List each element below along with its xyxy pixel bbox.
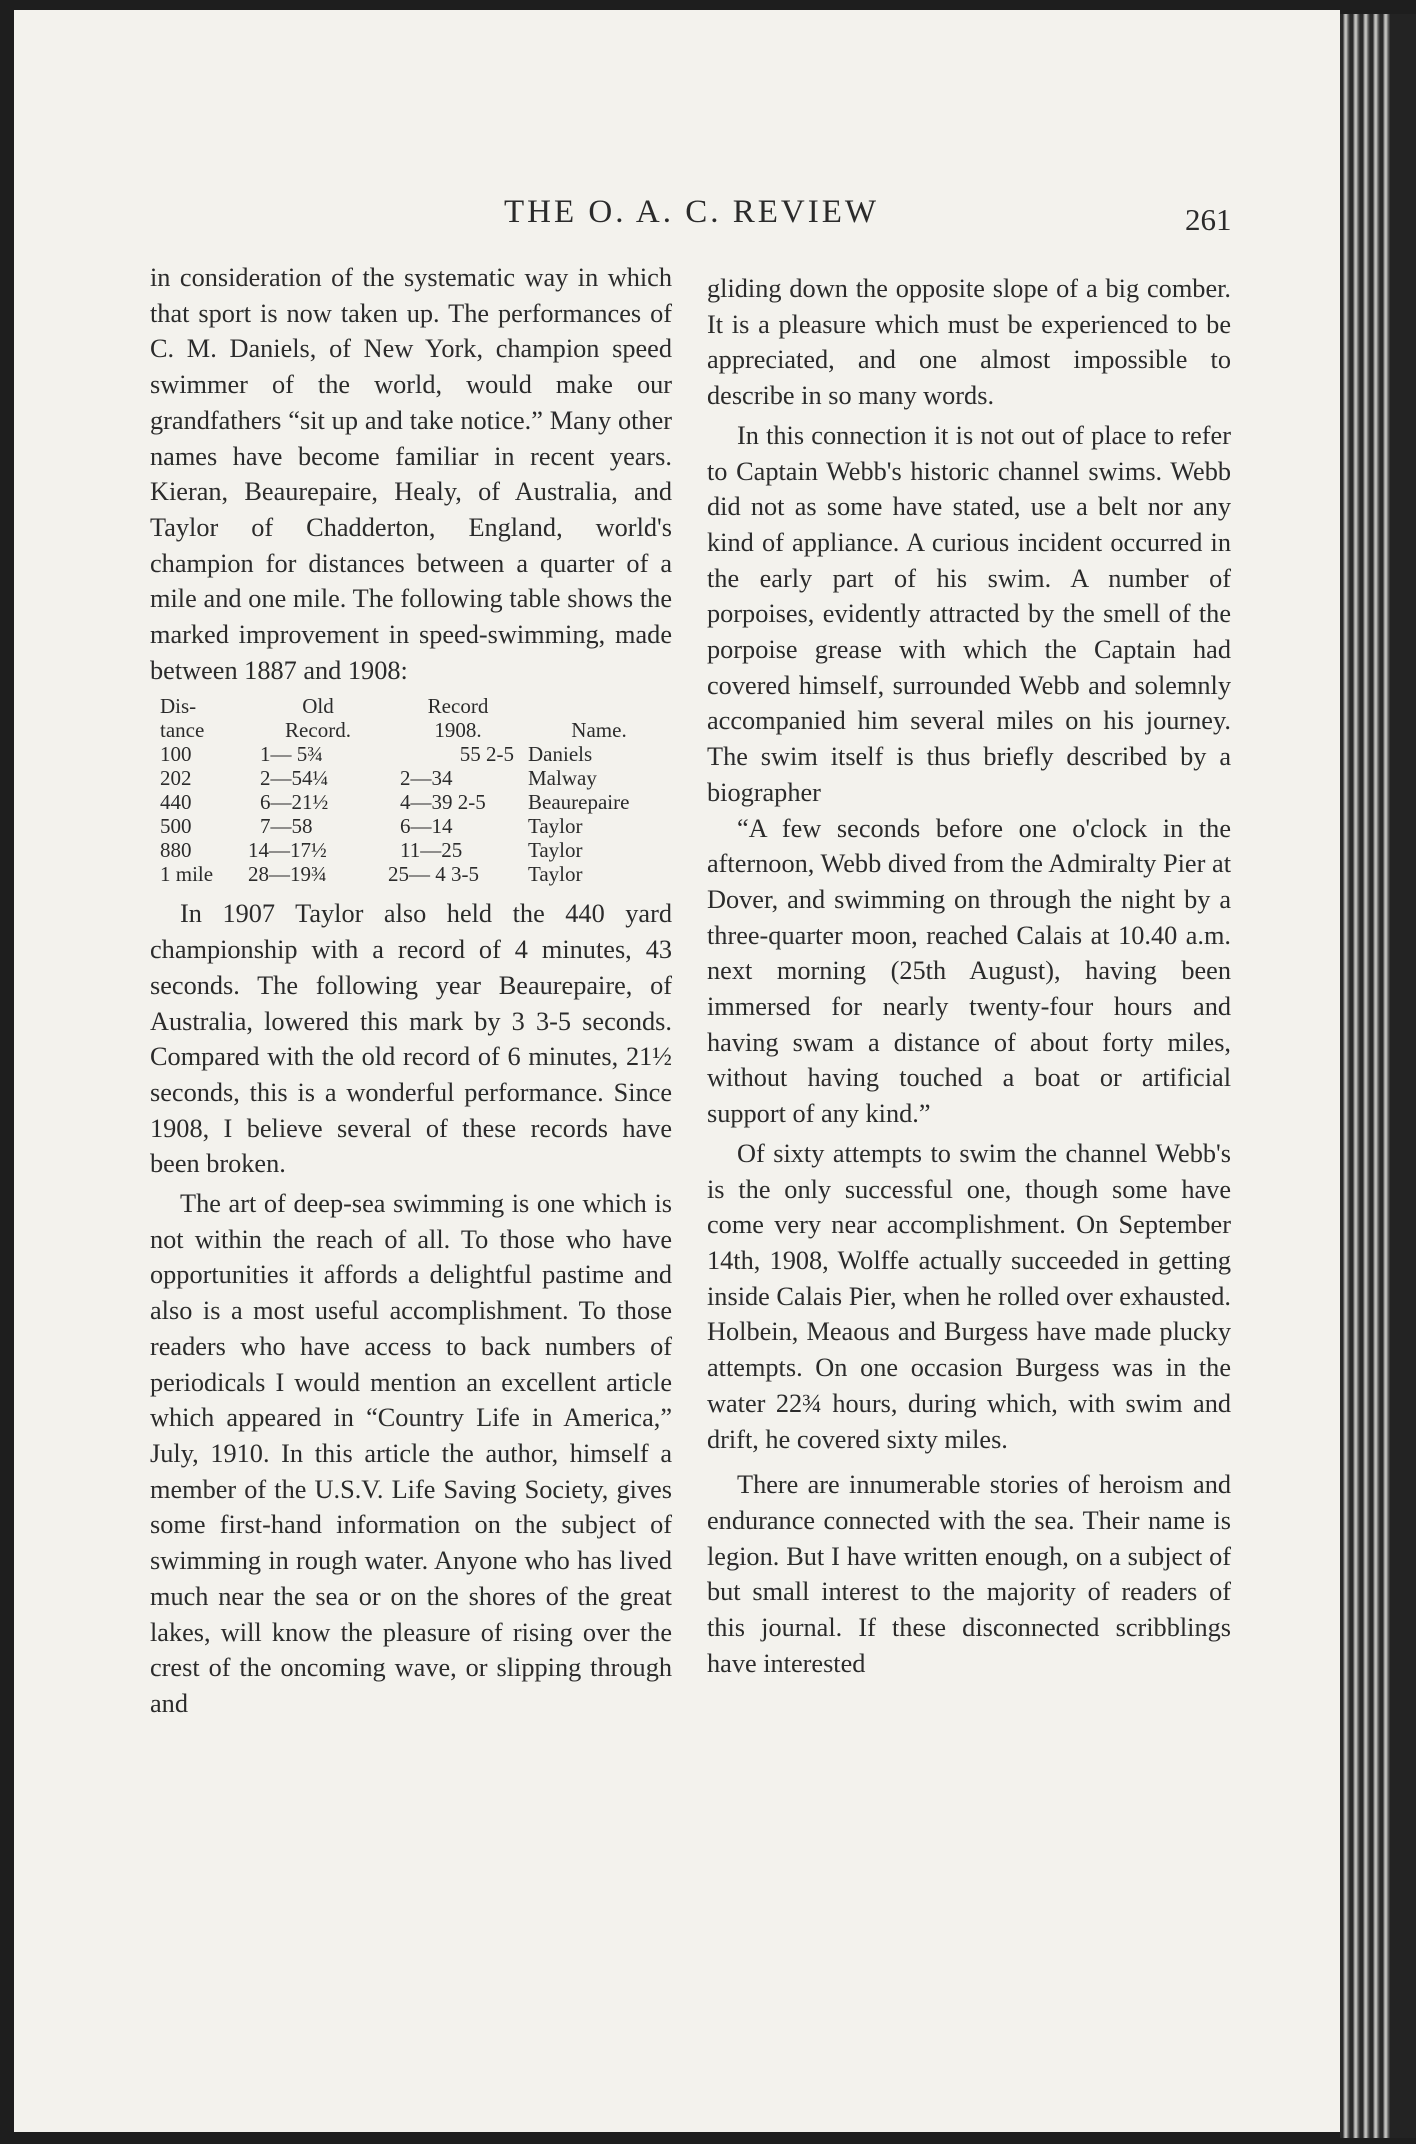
table-row [160,742,670,766]
paragraph: in consideration of the systematic way in which that sport is now taken up. The performances of C. M. Daniels, of New York, champion speed swimmer of the world, would make our grandfathers “sit up and take notice.” Many other names have become familiar in recent years. Kieran, Beaurepaire, Healy, of Australia, and Taylor of Chadderton, England, world's champion for distances between a quarter of a mile and one mile. The following table shows the marked improvement in speed-swimming, made between 1887 and 1908: [150,263,672,685]
table-row [160,814,670,838]
book-spine-shadow [1390,14,1416,2138]
table-cell: Taylor [528,838,583,863]
table-cell: 11—25 [400,838,463,863]
paragraph: Of sixty attempts to swim the channel Webb's is the only successful one, though some have come very near accomplishment. On September 14th, 1908, Wolffe actually succeeded in getting inside Calais Pier, when he rolled over exhausted. Holbein, Meaous and Burgess have made plucky attempts. On one occasion Burgess was in the water 22¾ hours, during which, with swim and drift, he covered sixty miles. [707,1138,1232,1454]
table-cell: Taylor [528,814,583,839]
table-row [160,766,670,790]
table-cell: Taylor [528,862,583,887]
table-cell: 880 [160,838,192,863]
table-cell: 25— 4 3-5 [388,862,479,887]
table-cell: 2—34 [400,766,453,791]
table-cell: 28—19¾ [248,862,327,887]
table-cell: 6—21½ [260,790,329,815]
column-header-old-record: Old Record. [285,694,351,743]
column-header-name: Name. [571,718,627,743]
table-cell: 500 [160,814,192,839]
left-column [150,260,672,1722]
page-number: 261 [1185,202,1232,237]
paragraph: “A few seconds before one o'clock in the afternoon, Webb dived from the Admiralty Pier at Dover, and swimming on through the night by a three-quarter moon, reached Calais at 10.40 a.m. next morning (25th August), having been immersed for nearly twenty-four hours and having swam a distance of about forty miles, without having touched a boat or artificial support of any kind.” [707,813,1231,1129]
table-cell: Daniels [528,742,593,767]
table-cell: 7—58 [260,814,313,839]
table-cell: 55 2-5 [459,742,514,767]
table-row [160,790,670,814]
table-cell: 100 [160,742,192,767]
column-header-record-1908: Record 1908. [427,694,489,743]
table-header-row [160,694,670,742]
paragraph: In 1907 Taylor also held the 440 yard championship with a record of 4 minutes, 43 seconds. The following year Beaurepaire, of Australia, lowered this mark by 3 3-5 seconds. Compared with the old record of 6 minutes, 21½ seconds, this is a wonderful performance. Since 1908, I believe several of these records have been broken. [150,899,672,1179]
table-row [160,862,670,886]
book-page [14,10,1340,2132]
paragraph: gliding down the opposite slope of a big comber. It is a pleasure which must be experienced to be appreciated, and one almost impossible to describe in so many words. [707,274,1231,411]
table-cell: 1 mile [160,862,214,887]
right-column [707,271,1231,1681]
paragraph: The art of deep-sea swimming is one which is not within the reach of all. To those who have opportunities it affords a delightful pastime and also is a most useful accomplishment. To those readers who have access to back numbers of periodicals I would mention an excellent article which appeared in “Country Life in America,” July, 1910. In this article the author, himself a member of the U.S.V. Life Saving Society, gives some first-hand information on the subject of swimming in rough water. Anyone who has lived much near the sea or on the shores of the great lakes, will know the pleasure of rising over the crest of the oncoming wave, or slipping through and [150,1189,672,1718]
table-row [160,838,670,862]
running-head: THE O. A. C. REVIEW [504,194,880,230]
table-cell: 14—17½ [248,838,327,863]
table-cell: Beaurepaire [528,790,630,815]
paragraph: There are innumerable stories of heroism and endurance connected with the sea. Their name is legion. But I have written enough, on a subject of but small interest to the majority of readers of this journal. If these disconnected scribblings have interested [707,1470,1231,1678]
table-cell: Malway [528,766,597,791]
table-cell: 6—14 [400,814,453,839]
column-header-distance: Dis- tance [160,694,205,743]
table-cell: 202 [160,766,192,791]
table-cell: 4—39 2-5 [400,790,486,815]
table-cell: 2—54¼ [260,766,329,791]
records-table [160,694,670,886]
table-cell: 1— 5¾ [260,742,323,767]
paragraph: In this connection it is not out of place to refer to Captain Webb's historic channel swims. Webb did not as some have stated, use a belt nor any kind of appliance. A curious incident occurred in the early part of his swim. A number of porpoises, evidently attracted by the smell of the porpoise grease with which the Captain had covered himself, surrounded Webb and solemnly accompanied him several miles on his journey. The swim itself is thus briefly described by a biographer [707,420,1231,807]
table-cell: 440 [160,790,192,815]
